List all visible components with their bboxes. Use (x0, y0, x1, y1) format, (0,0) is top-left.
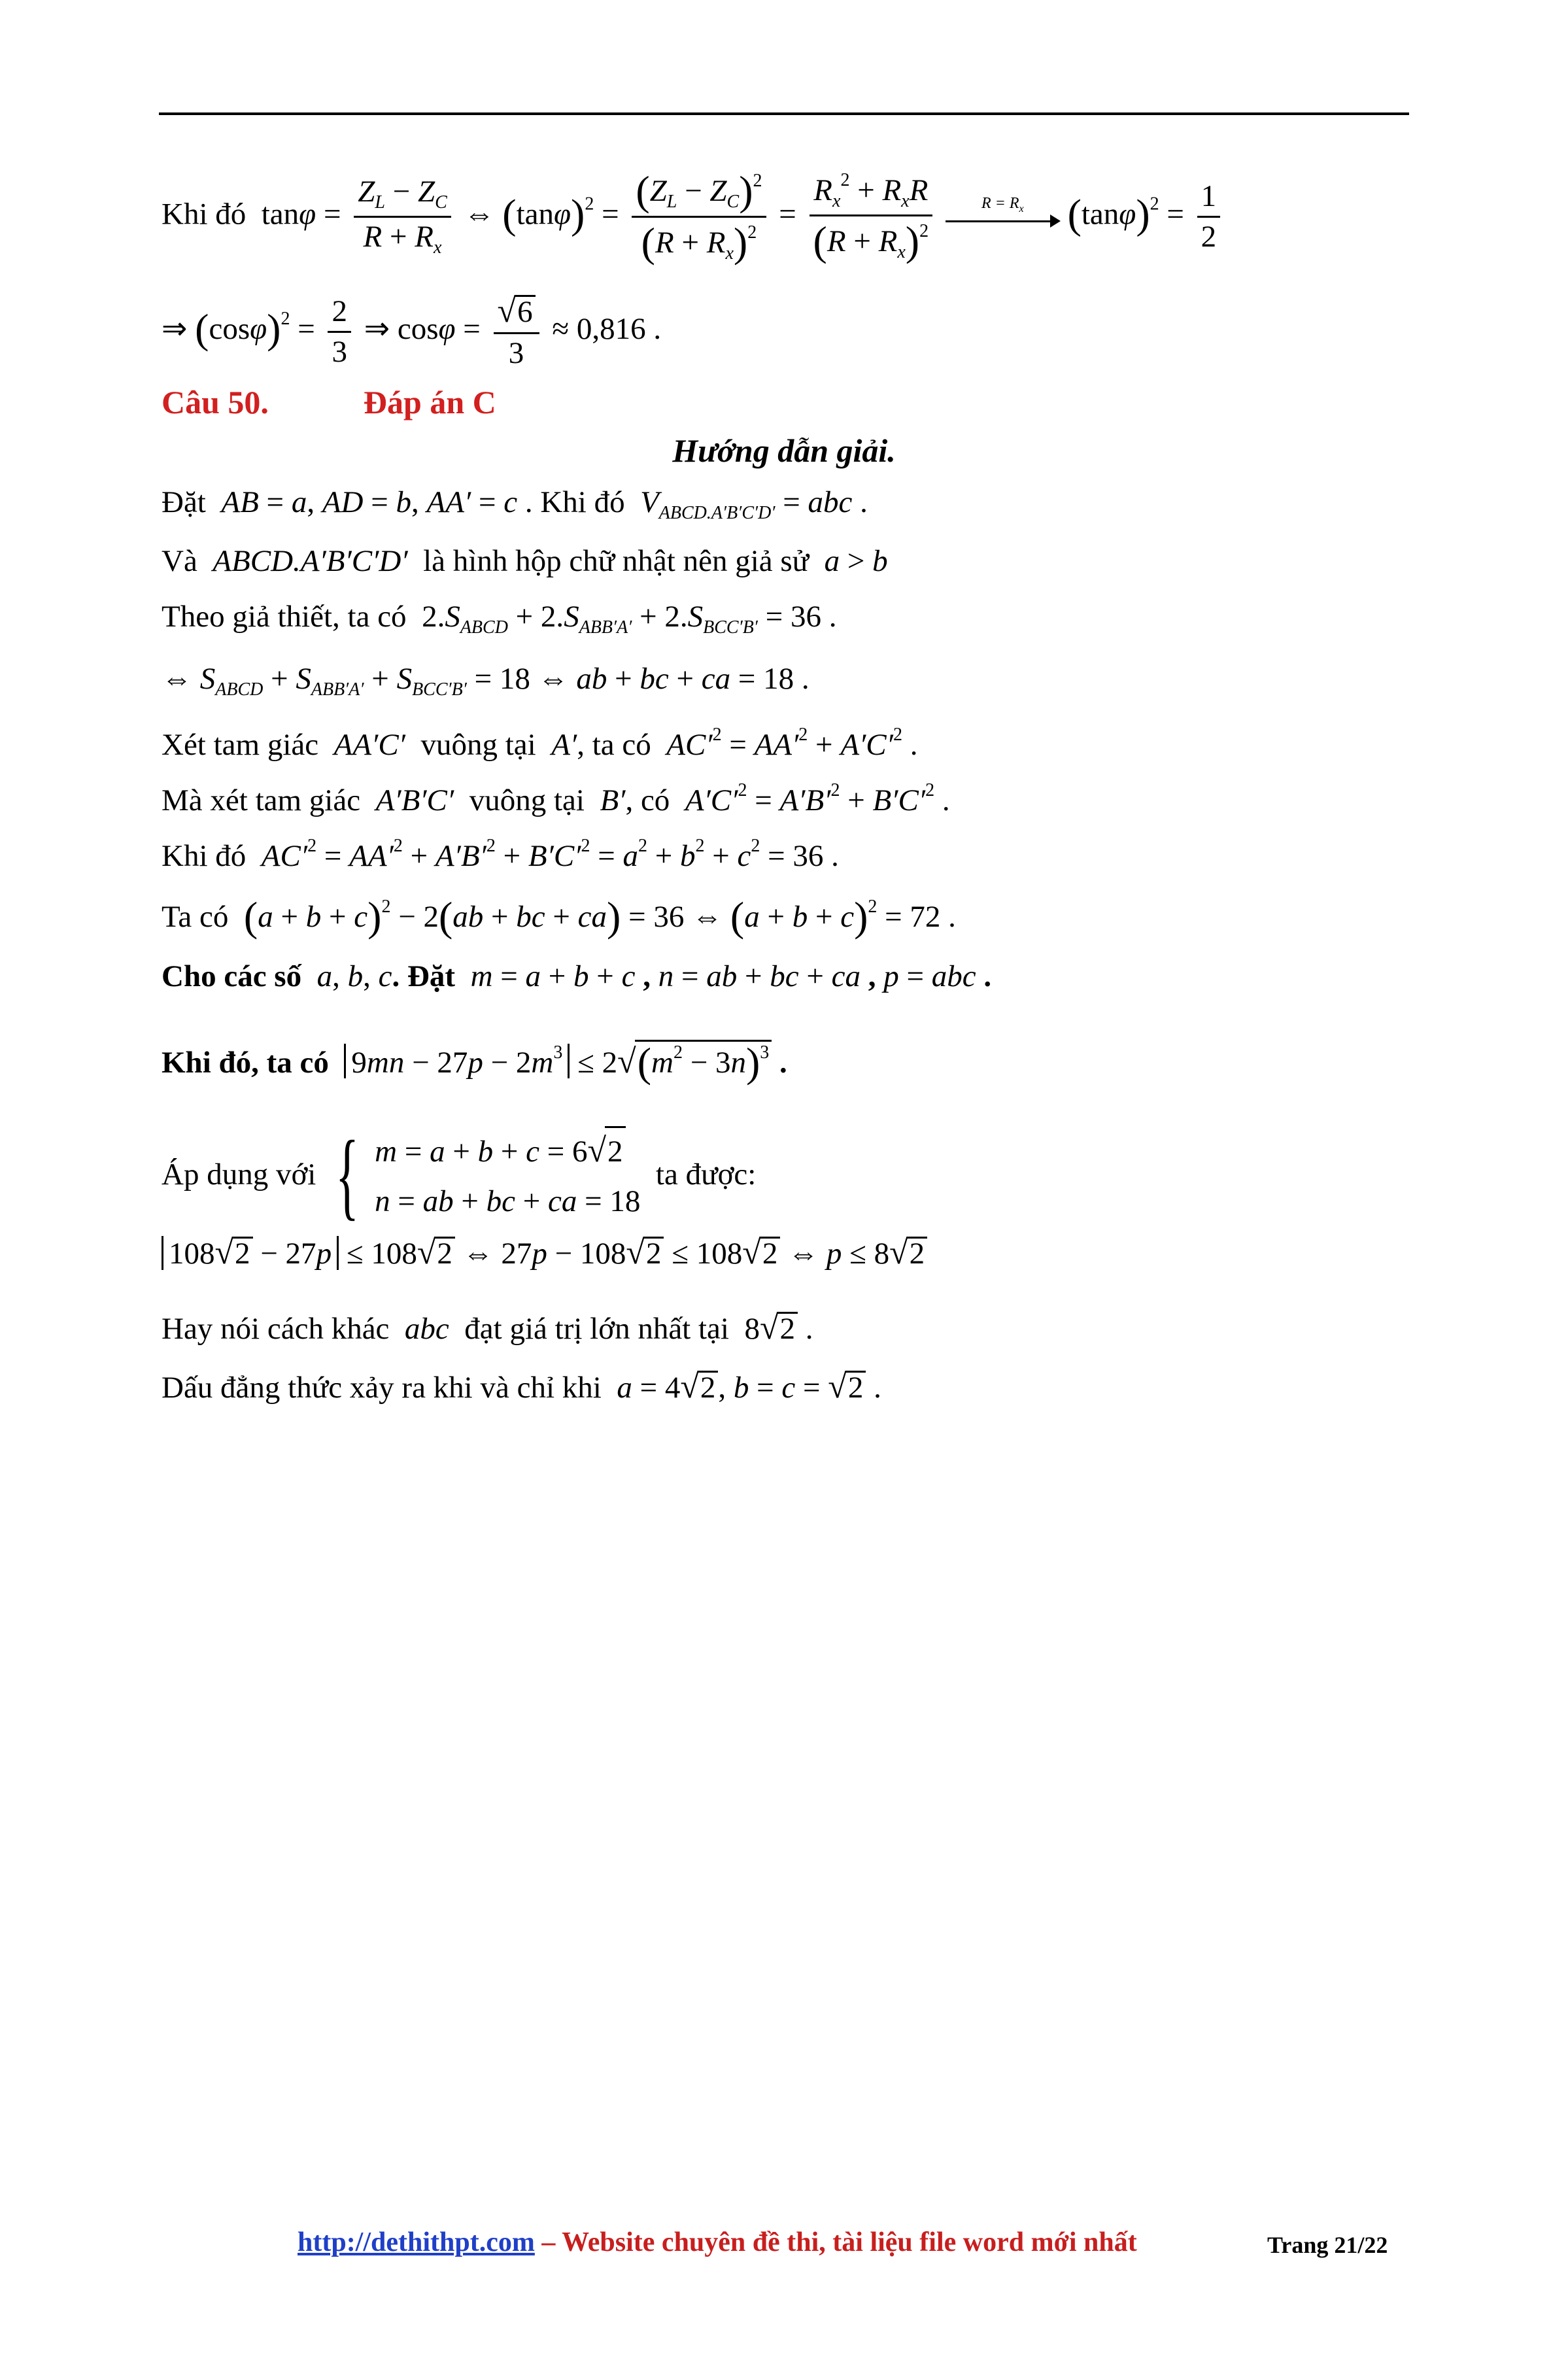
system-equations: m = a + b + c = 6√2 n = ab + bc + ca = 18 (375, 1125, 640, 1225)
step-hay-noi: Hay nói cách khác abc đạt giá trị lớn nhất tại 8√2 . (162, 1309, 813, 1346)
footer-link[interactable]: http://dethithpt.com (298, 2227, 535, 2257)
guide-title: Hướng dẫn giải. (672, 432, 896, 469)
dat-text: Đặt (162, 485, 206, 519)
question-heading (162, 386, 496, 419)
dau-dang-thuc-text: Dấu đẳng thức xảy ra khi và chỉ khi (162, 1371, 602, 1405)
khi-do-text: Khi đó (162, 197, 247, 231)
step-theo-gia-thiet: Theo giả thiết, ta có $2.S_{ABCD} + 2.S_{ABB'A'} + 2.S_{BCC'B'} = 36$ . (162, 600, 837, 638)
step-xet-tam-giac: Xét tam giác AA′C′ vuông tại A′, ta có $AC'^2 = AA'^2 + A'C'^2$ . (162, 725, 918, 762)
hay-noi-text: Hay nói cách khác (162, 1312, 390, 1346)
dat-bold-text: . Đặt (392, 959, 456, 993)
ta-co-text: , ta có (577, 728, 651, 762)
ap-dung-text: Áp dụng với (162, 1157, 316, 1192)
implies-arrow: $R = R_x$ (946, 201, 1060, 233)
khi-do-ta-co-text: Khi đó, ta có (162, 1046, 329, 1080)
cho-cac-so-text: Cho các số (162, 959, 302, 993)
step-result-inequality: 108√2 − 27p ≤ 108√2 ⇔ 27p − 108√2 ≤ 108√2 ⇔ p ≤ 8√2 (162, 1236, 927, 1270)
khi-do-text-2: . Khi đó (524, 485, 625, 519)
step-sum-area: ⇔ $S_{ABCD} + S_{ABB'A'} + S_{BCC'B'} = 18$ ⇔ ab + bc + ca = 18 . (162, 662, 810, 700)
answer-label: Đáp án C (363, 384, 496, 420)
header-rule (159, 112, 1409, 115)
step-va: Và ABCD.A′B′C′D′ là hình hộp chữ nhật nên giả sử a > b (162, 544, 888, 578)
question-label: Câu 50. (162, 384, 269, 420)
ta-duoc-text: ta được: (655, 1157, 757, 1192)
khi-do-text-3: Khi đó (162, 839, 247, 873)
page-number: Trang 21/22 (1267, 2232, 1388, 2258)
system-brace: { (335, 1120, 360, 1229)
la-hinh-hop-text: là hình hộp chữ nhật nên giả sử (423, 544, 810, 578)
step-cho-cac-so: Cho các số a, b, c. Đặt m = a + b + c , n = ab + bc + ca , p = abc . (162, 959, 992, 993)
step-khi-do-ac: Khi đó $AC'^2 = AA'^2 + A'B'^2 + B'C'^2 = a^2 + b^2 + c^2 = 36$ . (162, 836, 839, 873)
step-dat: Đặt AB = a, AD = b, AA′ = c . Khi đó $V_{ABCD.A'B'C'D'}$ = abc . (162, 485, 868, 523)
tan-phi-equation: Khi đó tanφ = $\frac{Z_L - Z_C}{R + R_x}$ ⇔ $(\tan\varphi)^2$ = $\frac{(Z_L - Z_C)^2}{(R + R_x)^2}$ = $\frac{R_x^2 + R_xR}{(R + R_x)^2}$ $R = R_x$ $(\tan\varphi)^2$ = $\frac{1}{2}$ (162, 170, 1225, 264)
step-ma-xet: Mà xét tam giác A′B′C′ vuông tại B′, có $A'C'^2 = A'B'^2 + B'C'^2$ . (162, 780, 950, 817)
footer (298, 2227, 1137, 2258)
step-ta-co: Ta có $(a + b + c)^2 - 2(ab$ + bc + ca) = 36 ⇔ $(a + b + c)^2 = 72$ . (162, 893, 956, 940)
xet-tam-giac-text: Xét tam giác (162, 728, 319, 762)
step-ap-dung (162, 1120, 757, 1229)
step-inequality: Khi đó, ta có $9mn - 27p - 2m^3 \le 2√(m^2 - 3n)^3$ . (162, 1039, 787, 1086)
vuong-tai-text: vuông tại (420, 728, 536, 762)
va-text: Và (162, 544, 197, 578)
approx-result: ≈ 0,816 . (552, 311, 662, 346)
ta-co-text-2: Ta có (162, 900, 229, 934)
dat-gia-tri-text: đạt giá trị lớn nhất tại (464, 1312, 729, 1346)
vuong-tai-text-2: vuông tại (469, 783, 585, 817)
cos-phi-equation: ⇒ $(\cos\varphi)^2$ = $\frac{2}{3}$ ⇒ cosφ = $\frac{√6}{3}$ ≈ 0,816 . (162, 292, 662, 370)
step-dau-dang-thuc: Dấu đẳng thức xảy ra khi và chỉ khi a = 4√2, b = c = √2 . (162, 1368, 881, 1405)
co-text: , có (625, 783, 670, 817)
footer-text: – Website chuyên đề thi, tài liệu file word mới nhất (534, 2227, 1137, 2257)
ma-xet-text: Mà xét tam giác (162, 783, 361, 817)
theo-gia-thiet-text: Theo giả thiết, ta có (162, 600, 407, 634)
